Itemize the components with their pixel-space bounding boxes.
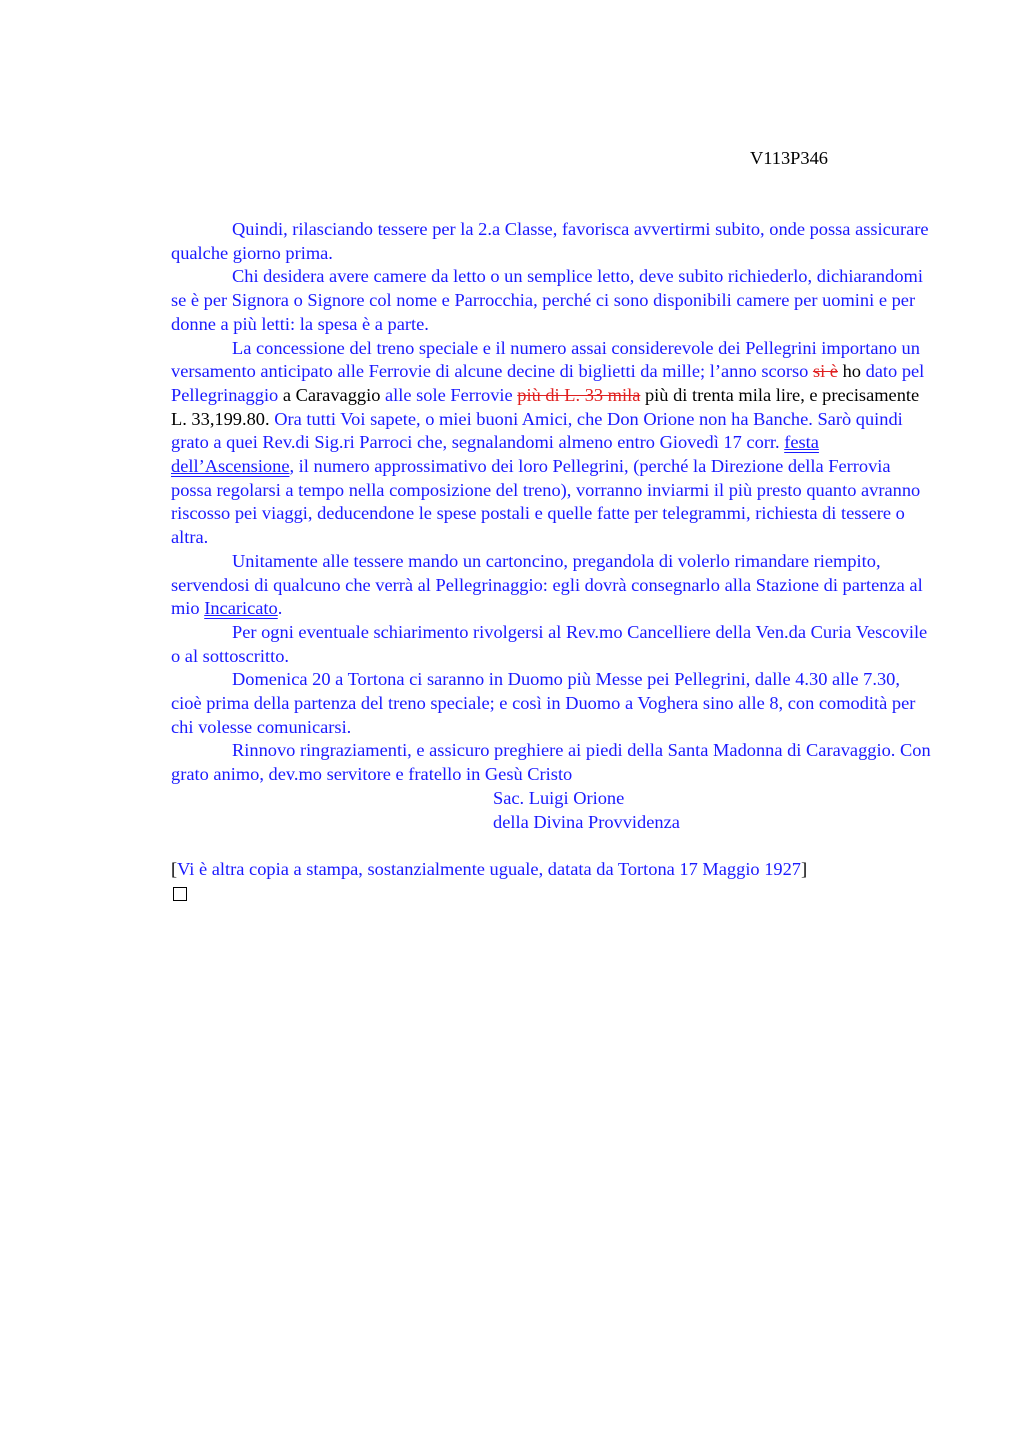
text-segment: Ora tutti Voi sapete, o miei buoni Amici, che Don Orione non ha Banche. Sarò quindi grato a quei Rev.di Sig.ri Parroci che, segnalandomi almeno entro Giovedì 17 corr.: [171, 408, 903, 453]
paragraph-schiarimento: Per ogni eventuale schiarimento rivolgersi al Rev.mo Cancelliere della Ven.da Curia Vescovile o al sottoscritto.: [171, 621, 928, 666]
editorial-note: [171, 858, 933, 882]
spacer: [171, 834, 933, 858]
paragraph-camere: Chi desidera avere camere da letto o un semplice letto, deve subito richiederlo, dichiarandomi se è per Signora o Signore col nome e Parrocchia, perché ci sono disponibili camere per uomini e per donne a più letti: la spesa è a parte.: [171, 266, 923, 334]
end-square-icon: [173, 887, 187, 901]
page-reference: V113P346: [750, 148, 828, 168]
paragraph-cartoncino: [171, 550, 933, 621]
text-segment: .: [277, 598, 283, 619]
signature-title: della Divina Provvidenza: [493, 811, 680, 832]
inserted-text: più di trenta mila lire, e precisamente L. 33,199.80.: [171, 384, 920, 429]
letter-body: [171, 218, 933, 901]
text-segment: dato pel Pellegrinaggio: [171, 361, 925, 405]
text-segment: Unitamente alle tessere mando un cartoncino, pregandola di volerlo rimandare riempito, servendosi di qualcuno che verrà al Pellegrinaggio: egli dovrà consegnarlo alla Stazione di partenza al mio: [171, 550, 923, 619]
inserted-text: a Caravaggio: [278, 384, 385, 405]
bracket-open: [: [171, 858, 178, 879]
underlined-text: festa dell’Ascensione: [171, 432, 819, 477]
inserted-text: ho: [837, 361, 866, 382]
signature-name: Sac. Luigi Orione: [493, 787, 625, 808]
text-segment: alle sole Ferrovie: [385, 384, 518, 405]
paragraph-treno-speciale: [171, 337, 933, 550]
underlined-text: Incaricato: [204, 598, 278, 619]
deleted-text: si è: [812, 361, 838, 382]
text-segment: , il numero approssimativo dei loro Pellegrini, (perché la Direzione della Ferrovia possa regolarsi a tempo nella composizione del treno), vorranno inviarmi il più presto quanto avranno riscosso pei viaggi, deducendone le spese postali e quelle fatte per telegrammi, richiesta di tessere o altra.: [171, 456, 921, 548]
editorial-note-text: Vi è altra copia a stampa, sostanzialmente uguale, datata da Tortona 17 Maggio 1927: [177, 858, 802, 879]
deleted-text: più di L. 33 mila: [517, 384, 641, 405]
bracket-close: ]: [801, 858, 808, 879]
paragraph-ringraziamenti: Rinnovo ringraziamenti, e assicuro preghiere ai piedi della Santa Madonna di Caravaggio. Con grato animo, dev.mo servitore e fratello in Gesù Cristo: [171, 740, 931, 785]
text-segment: La concessione del treno speciale e il numero assai considerevole dei Pellegrini importano un versamento anticipato alle Ferrovie di alcune decine di biglietti da mille; l’anno scorso: [171, 337, 920, 382]
paragraph-messe: Domenica 20 a Tortona ci saranno in Duomo più Messe pei Pellegrini, dalle 4.30 alle 7.30, cioè prima della partenza del treno speciale; e così in Duomo a Voghera sino alle 8, con comodità per chi volesse comunicarsi.: [171, 669, 916, 737]
paragraph-tessere: Quindi, rilasciando tessere per la 2.a Classe, favorisca avvertirmi subito, onde possa assicurare qualche giorno prima.: [171, 219, 929, 263]
